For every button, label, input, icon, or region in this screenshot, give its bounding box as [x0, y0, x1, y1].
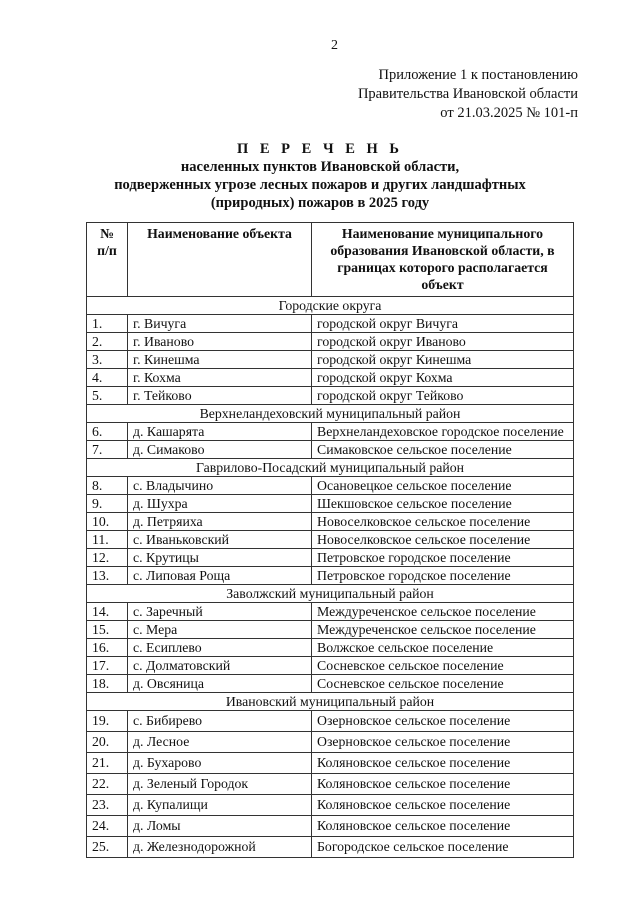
object-name: д. Ломы [128, 816, 312, 837]
table-header-row [87, 223, 574, 297]
row-number: 5. [87, 387, 128, 405]
row-number: 20. [87, 732, 128, 753]
object-name: с. Мера [128, 621, 312, 639]
table-row [87, 621, 574, 639]
object-name: д. Лесное [128, 732, 312, 753]
object-name: с. Бибирево [128, 711, 312, 732]
row-number: 25. [87, 837, 128, 858]
group-header-row [87, 459, 574, 477]
header-object: Наименование объекта [128, 223, 312, 297]
row-number: 16. [87, 639, 128, 657]
document-title [0, 140, 640, 212]
settlements-table [86, 222, 574, 858]
row-number: 22. [87, 774, 128, 795]
object-name: д. Бухарово [128, 753, 312, 774]
row-number: 8. [87, 477, 128, 495]
object-name: д. Симаково [128, 441, 312, 459]
row-number: 12. [87, 549, 128, 567]
object-name: д. Железнодорожной [128, 837, 312, 858]
object-name: с. Заречный [128, 603, 312, 621]
row-number: 4. [87, 369, 128, 387]
table-row [87, 816, 574, 837]
table-row [87, 441, 574, 459]
table-row [87, 753, 574, 774]
header-num: № п/п [87, 223, 128, 297]
group-name: Гаврилово-Посадский муниципальный район [87, 459, 574, 477]
table-row [87, 333, 574, 351]
municipality-name: Коляновское сельское поселение [312, 795, 574, 816]
municipality-name: Богородское сельское поселение [312, 837, 574, 858]
object-name: г. Кинешма [128, 351, 312, 369]
municipality-name: Сосневское сельское поселение [312, 675, 574, 693]
object-name: д. Зеленый Городок [128, 774, 312, 795]
row-number: 9. [87, 495, 128, 513]
object-name: г. Тейково [128, 387, 312, 405]
table-row [87, 675, 574, 693]
table-row [87, 657, 574, 675]
municipality-name: Коляновское сельское поселение [312, 816, 574, 837]
row-number: 3. [87, 351, 128, 369]
table-row [87, 513, 574, 531]
table-row [87, 351, 574, 369]
municipality-name: Коляновское сельское поселение [312, 774, 574, 795]
municipality-name: Озерновское сельское поселение [312, 732, 574, 753]
group-name: Верхнеландеховский муниципальный район [87, 405, 574, 423]
table-row [87, 567, 574, 585]
group-name: Ивановский муниципальный район [87, 693, 574, 711]
table-row [87, 774, 574, 795]
object-name: г. Иваново [128, 333, 312, 351]
municipality-name: Петровское городское поселение [312, 549, 574, 567]
object-name: д. Кашарята [128, 423, 312, 441]
row-number: 13. [87, 567, 128, 585]
table-row [87, 795, 574, 816]
municipality-name: Новоселковское сельское поселение [312, 531, 574, 549]
header-municipality: Наименование муниципального образования Ивановской области, в границах которого располагается объект [312, 223, 574, 297]
title-line-2: подверженных угрозе лесных пожаров и других ландшафтных [114, 177, 526, 193]
row-number: 6. [87, 423, 128, 441]
municipality-name: Озерновское сельское поселение [312, 711, 574, 732]
municipality-name: Новоселковское сельское поселение [312, 513, 574, 531]
table-row [87, 369, 574, 387]
row-number: 2. [87, 333, 128, 351]
municipality-name: городской округ Иваново [312, 333, 574, 351]
municipality-name: городской округ Тейково [312, 387, 574, 405]
row-number: 14. [87, 603, 128, 621]
title-line-3: (природных) пожаров в 2025 году [210, 195, 430, 211]
object-name: д. Купалищи [128, 795, 312, 816]
table-body [87, 297, 574, 858]
municipality-name: городской округ Кинешма [312, 351, 574, 369]
municipality-name: Осановецкое сельское поселение [312, 477, 574, 495]
table-row [87, 711, 574, 732]
group-header-row [87, 585, 574, 603]
table-row [87, 549, 574, 567]
table-row [87, 603, 574, 621]
municipality-name: Верхнеландеховское городское поселение [312, 423, 574, 441]
object-name: с. Иваньковский [128, 531, 312, 549]
municipality-name: городской округ Кохма [312, 369, 574, 387]
object-name: д. Овсяница [128, 675, 312, 693]
table-row [87, 315, 574, 333]
municipality-name: городской округ Вичуга [312, 315, 574, 333]
row-number: 11. [87, 531, 128, 549]
row-number: 15. [87, 621, 128, 639]
group-name: Заволжский муниципальный район [87, 585, 574, 603]
group-name: Городские округа [87, 297, 574, 315]
municipality-name: Петровское городское поселение [312, 567, 574, 585]
page-number: 2 [331, 38, 338, 53]
row-number: 19. [87, 711, 128, 732]
municipality-name: Междуреченское сельское поселение [312, 603, 574, 621]
title-main: П Е Р Е Ч Е Н Ь [236, 141, 404, 157]
row-number: 21. [87, 753, 128, 774]
object-name: с. Владычино [128, 477, 312, 495]
row-number: 23. [87, 795, 128, 816]
object-name: с. Крутицы [128, 549, 312, 567]
row-number: 24. [87, 816, 128, 837]
table-row [87, 531, 574, 549]
row-number: 10. [87, 513, 128, 531]
object-name: с. Липовая Роща [128, 567, 312, 585]
table-row [87, 387, 574, 405]
municipality-name: Сосневское сельское поселение [312, 657, 574, 675]
row-number: 18. [87, 675, 128, 693]
object-name: д. Шухра [128, 495, 312, 513]
table-row [87, 732, 574, 753]
row-number: 1. [87, 315, 128, 333]
group-header-row [87, 405, 574, 423]
table-row [87, 423, 574, 441]
appendix-reference [358, 66, 578, 123]
municipality-name: Междуреченское сельское поселение [312, 621, 574, 639]
municipality-name: Симаковское сельское поселение [312, 441, 574, 459]
table-row [87, 495, 574, 513]
object-name: с. Есиплево [128, 639, 312, 657]
municipality-name: Коляновское сельское поселение [312, 753, 574, 774]
table-row [87, 837, 574, 858]
row-number: 17. [87, 657, 128, 675]
table-row [87, 477, 574, 495]
municipality-name: Волжское сельское поселение [312, 639, 574, 657]
appendix-line-1: Приложение 1 к постановлению [378, 67, 578, 83]
object-name: г. Вичуга [128, 315, 312, 333]
municipality-name: Шекшовское сельское поселение [312, 495, 574, 513]
appendix-line-3: от 21.03.2025 № 101-п [440, 105, 578, 121]
group-header-row [87, 297, 574, 315]
table-row [87, 639, 574, 657]
object-name: д. Петряиха [128, 513, 312, 531]
row-number: 7. [87, 441, 128, 459]
title-line-1: населенных пунктов Ивановской области, [180, 159, 460, 175]
group-header-row [87, 693, 574, 711]
appendix-line-2: Правительства Ивановской области [357, 86, 578, 102]
object-name: с. Долматовский [128, 657, 312, 675]
object-name: г. Кохма [128, 369, 312, 387]
